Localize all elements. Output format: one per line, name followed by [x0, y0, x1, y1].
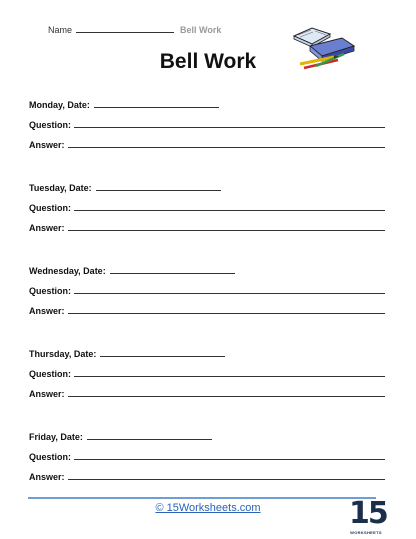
- answer-label: Answer:: [29, 389, 65, 399]
- answer-row: [29, 462, 385, 482]
- date-row: [29, 90, 385, 110]
- date-line[interactable]: [100, 356, 225, 357]
- answer-line[interactable]: [68, 396, 385, 397]
- question-line[interactable]: [74, 293, 385, 294]
- question-row: [29, 110, 385, 130]
- date-label: Friday, Date:: [29, 432, 83, 442]
- answer-label: Answer:: [29, 306, 65, 316]
- answer-label: Answer:: [29, 140, 65, 150]
- answer-label: Answer:: [29, 472, 65, 482]
- answer-row: [29, 213, 385, 233]
- date-row: [29, 422, 385, 442]
- date-line[interactable]: [110, 273, 235, 274]
- answer-row: [29, 379, 385, 399]
- answer-label: Answer:: [29, 223, 65, 233]
- day-section-monday: [29, 90, 385, 150]
- name-header: [48, 25, 221, 35]
- day-section-thursday: [29, 339, 385, 399]
- name-line[interactable]: [76, 25, 174, 33]
- question-row: [29, 442, 385, 462]
- page-title: Bell Work: [159, 50, 257, 73]
- question-line[interactable]: [74, 210, 385, 211]
- date-line[interactable]: [94, 107, 219, 108]
- footer-divider: [28, 497, 376, 499]
- date-label: Thursday, Date:: [29, 349, 97, 359]
- question-label: Question:: [29, 286, 71, 296]
- logo-text: WORKSHEETS: [350, 530, 382, 535]
- date-line[interactable]: [87, 439, 212, 440]
- question-label: Question:: [29, 369, 71, 379]
- answer-row: [29, 296, 385, 316]
- answer-line[interactable]: [68, 313, 385, 314]
- answer-line[interactable]: [68, 147, 385, 148]
- header-subtitle: Bell Work: [180, 25, 222, 35]
- day-section-tuesday: [29, 173, 385, 233]
- date-label: Monday, Date:: [29, 100, 90, 110]
- name-label: Name: [48, 25, 73, 35]
- day-section-friday: [29, 422, 385, 482]
- question-row: [29, 193, 385, 213]
- question-line[interactable]: [74, 127, 385, 128]
- date-row: [29, 256, 385, 276]
- question-label: Question:: [29, 452, 71, 462]
- date-line[interactable]: [96, 190, 221, 191]
- worksheets-logo: [349, 496, 387, 538]
- books-and-pencils-clipart-icon: [290, 24, 364, 70]
- date-row: [29, 339, 385, 359]
- answer-row: [29, 130, 385, 150]
- question-label: Question:: [29, 120, 71, 130]
- logo-number: 15: [349, 496, 387, 531]
- question-row: [29, 359, 385, 379]
- question-label: Question:: [29, 203, 71, 213]
- copyright-link[interactable]: © 15Worksheets.com: [155, 502, 261, 514]
- date-row: [29, 173, 385, 193]
- answer-line[interactable]: [68, 230, 385, 231]
- question-line[interactable]: [74, 376, 385, 377]
- date-label: Tuesday, Date:: [29, 183, 92, 193]
- question-line[interactable]: [74, 459, 385, 460]
- answer-line[interactable]: [68, 479, 385, 480]
- date-label: Wednesday, Date:: [29, 266, 106, 276]
- day-section-wednesday: [29, 256, 385, 316]
- question-row: [29, 276, 385, 296]
